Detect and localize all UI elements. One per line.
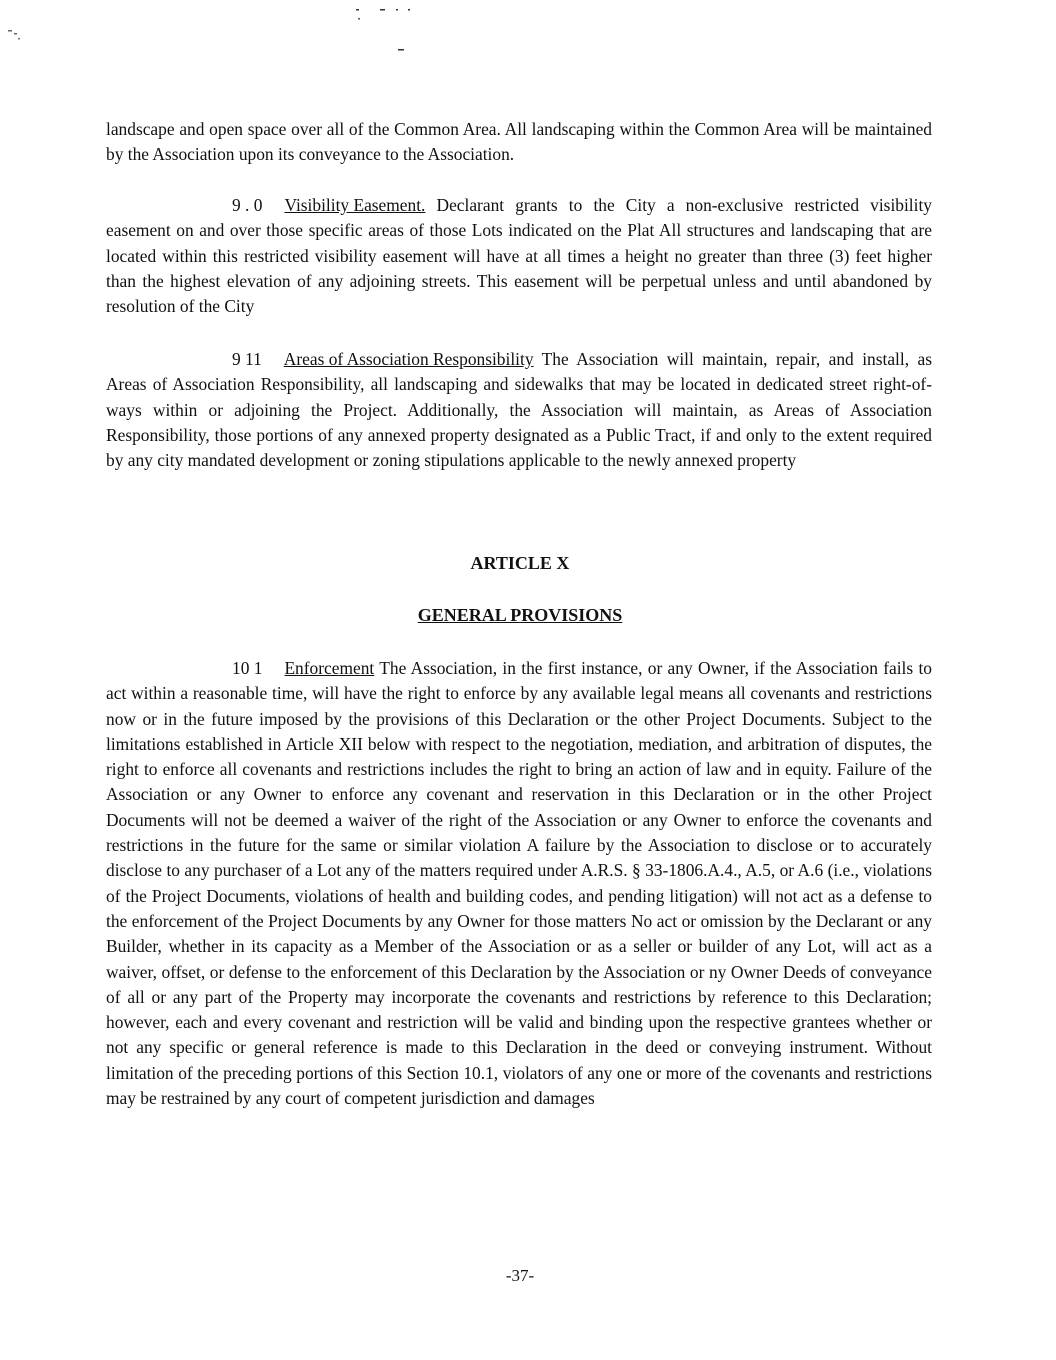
- section-title: Areas of Association Responsibility: [283, 349, 534, 369]
- section-association-responsibility: [106, 347, 932, 473]
- section-body: Declarant grants to the City a non-exclusive restricted visibility easement on and over those specific areas of those Lots indicated on the Plat All structures and landscaping that are located within this restricted visibility easement will have at all times a height no greater than three (3) feet higher than the highest elevation of any adjoining streets. This easement will be perpetual unless and until abandoned by resolution of the City: [106, 195, 932, 317]
- article-title: GENERAL PROVISIONS: [417, 605, 623, 625]
- section-number: 9 . 0: [232, 195, 263, 215]
- scan-noise-marks: [0, 0, 1056, 60]
- intro-paragraph: landscape and open space over all of the Common Area. All landscaping within the Common Area will be maintained by the Association upon its conveyance to the Association.: [106, 119, 932, 165]
- article-number: ARTICLE X: [470, 553, 570, 573]
- section-number: 9 11: [232, 349, 262, 369]
- section-visibility-easement: [106, 193, 932, 319]
- section-title: Enforcement: [284, 658, 375, 678]
- section-title: Visibility Easement.: [284, 195, 426, 215]
- section-body: The Association will maintain, repair, and install, as Areas of Association Responsibility, all landscaping and sidewalks that may be located in dedicated street right-of-ways within or adjoining the Project. Additionally, the Association will maintain, as Areas of Association Responsibility, those portions of any annexed property designated as a Public Tract, if and only to the extent required by any city mandated development or zoning stipulations applicable to the newly annexed property: [106, 349, 932, 471]
- section-number: 10 1: [232, 658, 263, 678]
- section-enforcement: [106, 656, 932, 1111]
- section-body: The Association, in the first instance, or any Owner, if the Association fails to act within a reasonable time, will have the right to enforce by any available legal means all covenants and restrictions now or in the future imposed by the provisions of this Declaration or the other Project Documents. Subject to the limitations established in Article XII below with respect to the negotiation, mediation, and arbitration of disputes, the right to enforce all covenants and restrictions includes the right to bring an action of law and in equity. Failure of the Association or any Owner to enforce any covenant and reservation in this Declaration or in the other Project Documents will not be deemed a waiver of the right of the Association or any Owner to enforce the covenants and restrictions in the future for the same or similar violation A failure by the Association to disclose or to accurately disclose to any purchaser of a Lot any of the matters required under A.R.S. § 33-1806.A.4., A.5, or A.6 (i.e., violations of the Project Documents, violations of health and building codes, and pending litigation) will not act as a defense to the enforcement of the Project Documents by any Owner for those matters No act or omission by the Declarant or any Builder, whether in its capacity as a Member of the Association or as a seller or builder of any Lot, will act as a waiver, offset, or defense to the enforcement of this Declaration by the Association or ny Owner Deeds of conveyance of all or any part of the Property may incorporate the covenants and restrictions by reference to this Declaration; however, each and every covenant and restriction will be valid and binding upon the respective grantees whether or not any specific or general reference is made to this Declaration in the deed or conveying instrument. Without limitation of the preceding portions of this Section 10.1, violators of any one or more of the covenants and restrictions may be restrained by any court of competent jurisdiction and damages: [106, 658, 932, 1109]
- page-number: -37-: [505, 1266, 535, 1285]
